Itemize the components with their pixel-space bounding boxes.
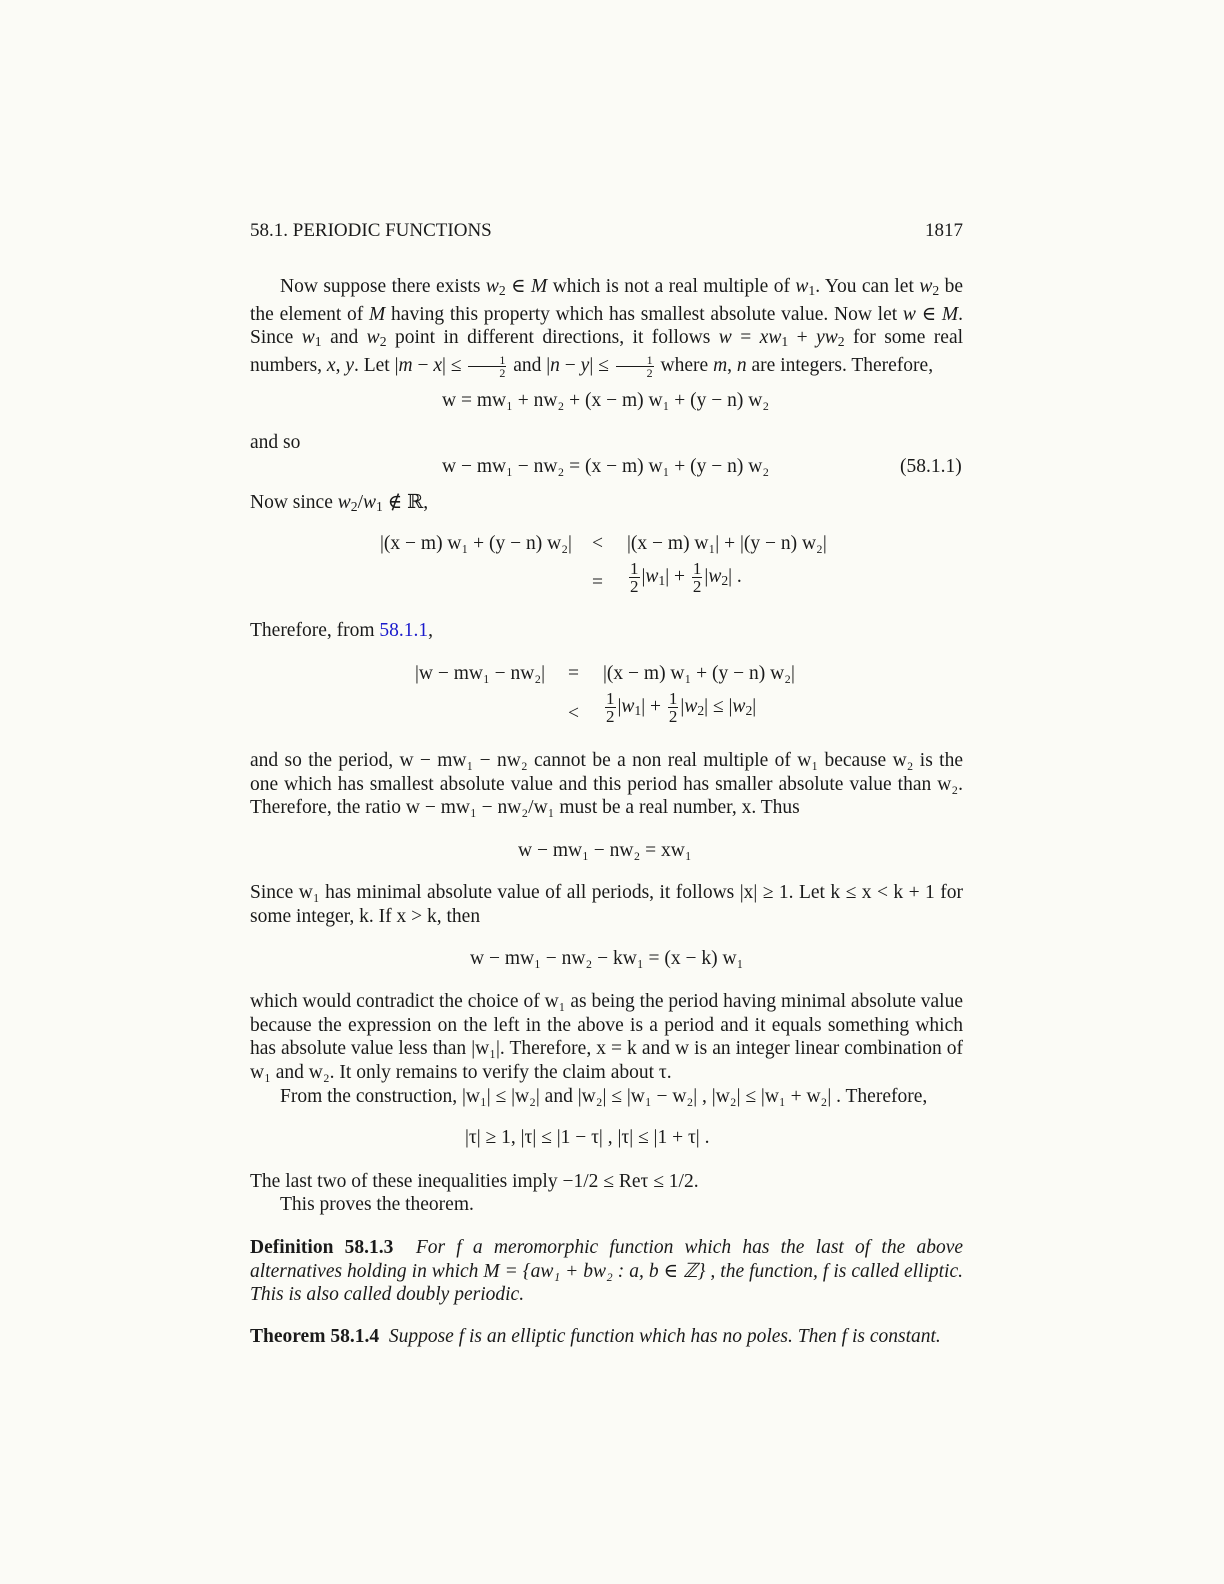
equation-7: |τ| ≥ 1, |τ| ≤ |1 − τ| , |τ| ≤ |1 + τ| . [465, 1127, 710, 1148]
equation-reference-link[interactable]: 58.1.1 [379, 620, 429, 641]
text-now-since: Now since $w_2/w_1$ ∉ ℝ, [250, 492, 429, 514]
equation-number: (58.1.1) [900, 456, 962, 477]
equation-6: w − mw₁ − nw₂ − kw₁ = (x − k) w₁ [470, 948, 744, 969]
equation-1: w = mw₁ + nw₂ + (x − m) w₁ + (y − n) w₂ [442, 390, 770, 411]
equation-4-rhs2: $\frac{1}{2}$ $|w_1|$ + $\frac{1}{2}$ $|w_2| \le |w_2|$ [606, 689, 757, 726]
text: point in different directions, it follows [386, 327, 719, 349]
paragraph-minimal: Since w₁ has minimal absolute value of all periods, it follows |x| ≥ 1. Let k ≤ x < k + 1 for some integer, k. If x > k, then [250, 882, 963, 927]
equation-4-rhs1: |(x − m) w₁ + (y − n) w₂| [603, 663, 795, 684]
equation-5: w − mw₁ − nw₂ = xw₁ [518, 840, 692, 861]
text: for some real numbers, [250, 327, 964, 376]
theorem-label: Theorem 58.1.4 [250, 1326, 380, 1347]
text: . You can let [815, 276, 920, 297]
equation-4-rel1: = [568, 663, 579, 684]
definition-58-1-3 [250, 1236, 963, 1307]
text: where [655, 354, 714, 376]
text: Therefore, from [250, 620, 380, 641]
text: be the element of [250, 276, 963, 325]
paragraph-construction: From the construction, |w₁| ≤ |w₂| and |w₂| ≤ |w₁ − w₂| , |w₂| ≤ |w₁ + w₂| . Therefore, [280, 1086, 928, 1107]
definition-label: Definition 58.1.3 [250, 1237, 394, 1258]
equation-3-rel1: < [592, 533, 603, 554]
text: Now suppose there exists [280, 276, 486, 297]
equation-3-lhs: |(x − m) w₁ + (y − n) w₂| [380, 533, 572, 554]
running-header [250, 220, 963, 242]
definition-text: For f a meromorphic function which has the last of the above alternatives holding in which M = {aw₁ + bw₂ : a, b ∈ ℤ} , the function, f is called elliptic. This is also called doubly periodic. [250, 1237, 964, 1306]
text: and [321, 327, 367, 349]
equation-4-lhs: |w − mw₁ − nw₂| [415, 663, 546, 684]
equation-3-rel2: = [592, 572, 603, 593]
text: are integers. Therefore, [746, 354, 934, 376]
text-therefore-from: Therefore, from 58.1.1, [250, 620, 434, 641]
text: . Let [353, 354, 395, 376]
equation-3-rhs1: |(x − m) w₁| + |(y − n) w₂| [627, 533, 827, 554]
page-number: 1817 [925, 220, 963, 241]
paragraph-intro: Now suppose there exists $w_2$ ∈ M which is not a real multiple of $w_1$. You can let $w_2$ be the element of M having this property which has smallest absolute value. Now let w ∈ M. Since $w_1$ and $w_2$ point in different directions, it follows $w = xw_1 + yw_2$ for some real numbers, x, y. Let |m − x| ≤ $\frac{1}{2}$ and |n − y| ≤ $\frac{1}{2}$ where m, n are integers. Therefore, [250, 276, 964, 380]
text: Now since [250, 492, 338, 513]
paragraph-contradict: which would contradict the choice of w₁ as being the period having minimal absolute value because the expression on the left in the above is a period and it equals something which has absolute value less than |w₁|. Therefore, x = k and w is an integer linear combination of w₁ and w₂. It only remains to verify the claim about τ. [250, 991, 963, 1083]
text: having this property which has smallest absolute value. Now let [385, 303, 903, 325]
theorem-58-1-4 [250, 1325, 963, 1349]
equation-58-1-1: w − mw₁ − nw₂ = (x − m) w₁ + (y − n) w₂ [442, 456, 770, 477]
text-and-so: and so [250, 432, 301, 453]
paragraph-period: and so the period, w − mw₁ − nw₂ cannot be a non real multiple of w₁ because w₂ is the one which has smallest absolute value and this period has smaller absolute value than w₂. Therefore, the ratio w − mw₁ − nw₂/w₁ must be a real number, x. Thus [250, 750, 963, 819]
theorem-text: Suppose f is an elliptic function which has no poles. Then f is constant. [388, 1326, 941, 1347]
text: . Since [250, 303, 963, 349]
paragraph-proves: This proves the theorem. [280, 1194, 474, 1215]
text: and [508, 354, 547, 376]
section-title: 58.1. PERIODIC FUNCTIONS [250, 220, 492, 241]
text: which is not a real multiple of [547, 276, 796, 297]
equation-3-rhs2: $\frac{1}{2}$ $|w_1|$ + $\frac{1}{2}$ $|w_2|$ . [630, 559, 742, 596]
equation-4-rel2: < [568, 703, 579, 724]
paragraph-last-two: The last two of these inequalities imply −1/2 ≤ Reτ ≤ 1/2. [250, 1171, 699, 1192]
